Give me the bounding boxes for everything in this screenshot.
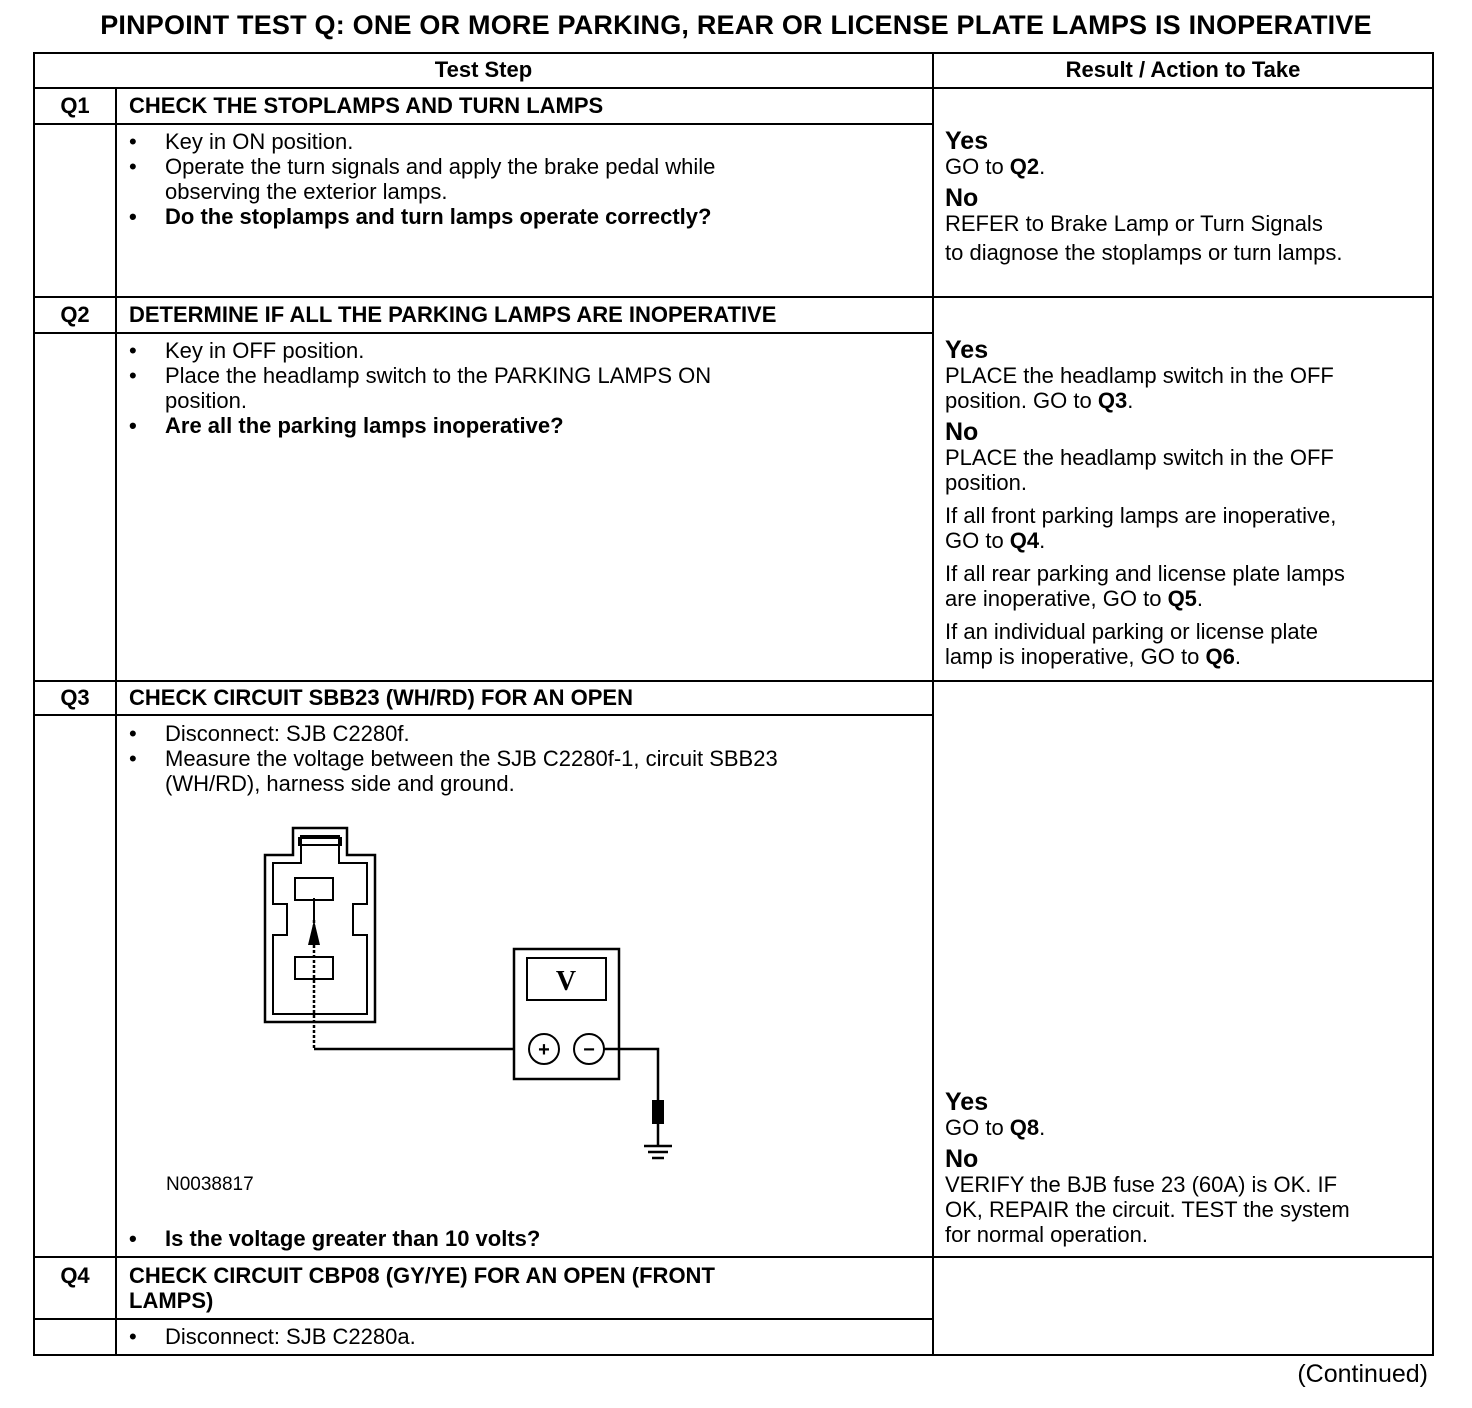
q2-title-divider [33, 332, 933, 334]
result-q3 [945, 1089, 1350, 1247]
ground-probe [652, 1100, 664, 1124]
connector-inner-outline [273, 836, 367, 1014]
step-title-line: LAMPS) [129, 1288, 214, 1313]
result-line: GO to Q2. [945, 154, 1046, 179]
connector-outline [265, 828, 375, 1022]
bullet-item: • Key in OFF position. [129, 338, 711, 363]
bullet-continuation: observing the exterior lamps. [165, 179, 448, 204]
q2-end-divider [33, 680, 1434, 682]
no-label: No [945, 1145, 979, 1173]
q1-end-divider [33, 296, 1434, 298]
step-title: CHECK THE STOPLAMPS AND TURN LAMPS [129, 93, 604, 118]
bullet-continuation: (WH/RD), harness side and ground. [165, 771, 515, 796]
step-ref: Q8 [1009, 1115, 1040, 1140]
step-ref: Q5 [1167, 586, 1197, 611]
figure-id: N0038817 [166, 1174, 254, 1195]
multimeter-symbol: V [555, 966, 577, 997]
step-ref: Q3 [1097, 388, 1128, 413]
yes-label: Yes [945, 1088, 989, 1116]
result-q2 [945, 337, 1345, 669]
step-title: DETERMINE IF ALL THE PARKING LAMPS ARE INOPERATIVE [129, 302, 777, 327]
step-title-line: CHECK CIRCUIT CBP08 (GY/YE) FOR AN OPEN (FRONT [129, 1263, 715, 1288]
terminal-1 [295, 878, 333, 900]
yes-label: Yes [945, 336, 989, 364]
positive-jack-symbol: + [538, 1039, 550, 1061]
step-title [129, 1263, 715, 1313]
result-line: PLACE the headlamp switch in the OFF [945, 363, 1334, 388]
step-bullets [129, 129, 715, 229]
result-line: for normal operation. [945, 1222, 1148, 1247]
header-result: Result / Action to Take [1065, 57, 1301, 82]
result-line: GO to Q8. [945, 1115, 1046, 1140]
header-test-step: Test Step [434, 57, 533, 82]
yes-label: Yes [945, 127, 989, 155]
column-divider-id [115, 88, 117, 1356]
result-line: lamp is inoperative, GO to Q6. [945, 644, 1241, 669]
bullet-item: • Disconnect: SJB C2280a. [129, 1324, 416, 1349]
step-id: Q1 [60, 93, 90, 118]
voltage-measurement-diagram [235, 820, 695, 1170]
result-line: If an individual parking or license plate [945, 619, 1319, 644]
bullet-question: • Is the voltage greater than 10 volts? [129, 1226, 540, 1251]
no-label: No [945, 418, 979, 446]
step-bullets [129, 721, 778, 796]
q4-title-divider [33, 1318, 933, 1320]
step-ref: Q2 [1009, 154, 1040, 179]
page-title: PINPOINT TEST Q: ONE OR MORE PARKING, REAR OR LICENSE PLATE LAMPS IS INOPERATIVE [100, 10, 1372, 40]
bullet-item: • Key in ON position. [129, 129, 715, 154]
no-label: No [945, 184, 979, 212]
result-line: OK, REPAIR the circuit. TEST the system [945, 1197, 1350, 1222]
step-bullets [129, 1324, 416, 1349]
result-line: If all rear parking and license plate lamps [945, 561, 1345, 586]
negative-jack-symbol: − [583, 1039, 595, 1061]
q3-title-divider [33, 714, 933, 716]
step-id: Q2 [60, 302, 90, 327]
result-q1 [945, 128, 1342, 265]
q1-title-divider [33, 123, 933, 125]
result-line: VERIFY the BJB fuse 23 (60A) is OK. IF [945, 1172, 1338, 1197]
step-question [129, 1226, 540, 1251]
bullet-item: • Disconnect: SJB C2280f. [129, 721, 778, 746]
bullet-continuation: position. [165, 388, 247, 413]
bullet-item: • Place the headlamp switch to the PARKING LAMPS ON [129, 363, 711, 388]
step-bullets [129, 338, 711, 438]
q3-end-divider [33, 1256, 1434, 1258]
header-divider [33, 87, 1434, 89]
result-line: GO to Q4. [945, 528, 1046, 553]
step-id: Q4 [60, 1263, 90, 1288]
result-line: REFER to Brake Lamp or Turn Signals [945, 211, 1323, 236]
result-line: position. GO to Q3. [945, 388, 1134, 413]
result-line: PLACE the headlamp switch in the OFF [945, 445, 1334, 470]
result-line: to diagnose the stoplamps or turn lamps. [945, 240, 1343, 265]
connector-latch [299, 838, 341, 845]
bullet-question: • Are all the parking lamps inoperative? [129, 413, 711, 438]
step-id: Q3 [60, 685, 90, 710]
bullet-question: • Do the stoplamps and turn lamps operate correctly? [129, 204, 715, 229]
continued-note: (Continued) [1297, 1360, 1428, 1388]
step-ref: Q6 [1205, 644, 1235, 669]
result-line: are inoperative, GO to Q5. [945, 586, 1204, 611]
result-line: If all front parking lamps are inoperative, [945, 503, 1337, 528]
bullet-item: • Measure the voltage between the SJB C2280f-1, circuit SBB23 [129, 746, 778, 771]
step-title: CHECK CIRCUIT SBB23 (WH/RD) FOR AN OPEN [129, 685, 633, 710]
step-ref: Q4 [1009, 528, 1040, 553]
result-line: position. [945, 470, 1027, 495]
column-divider-main [932, 52, 934, 1356]
bullet-item: • Operate the turn signals and apply the brake pedal while [129, 154, 715, 179]
